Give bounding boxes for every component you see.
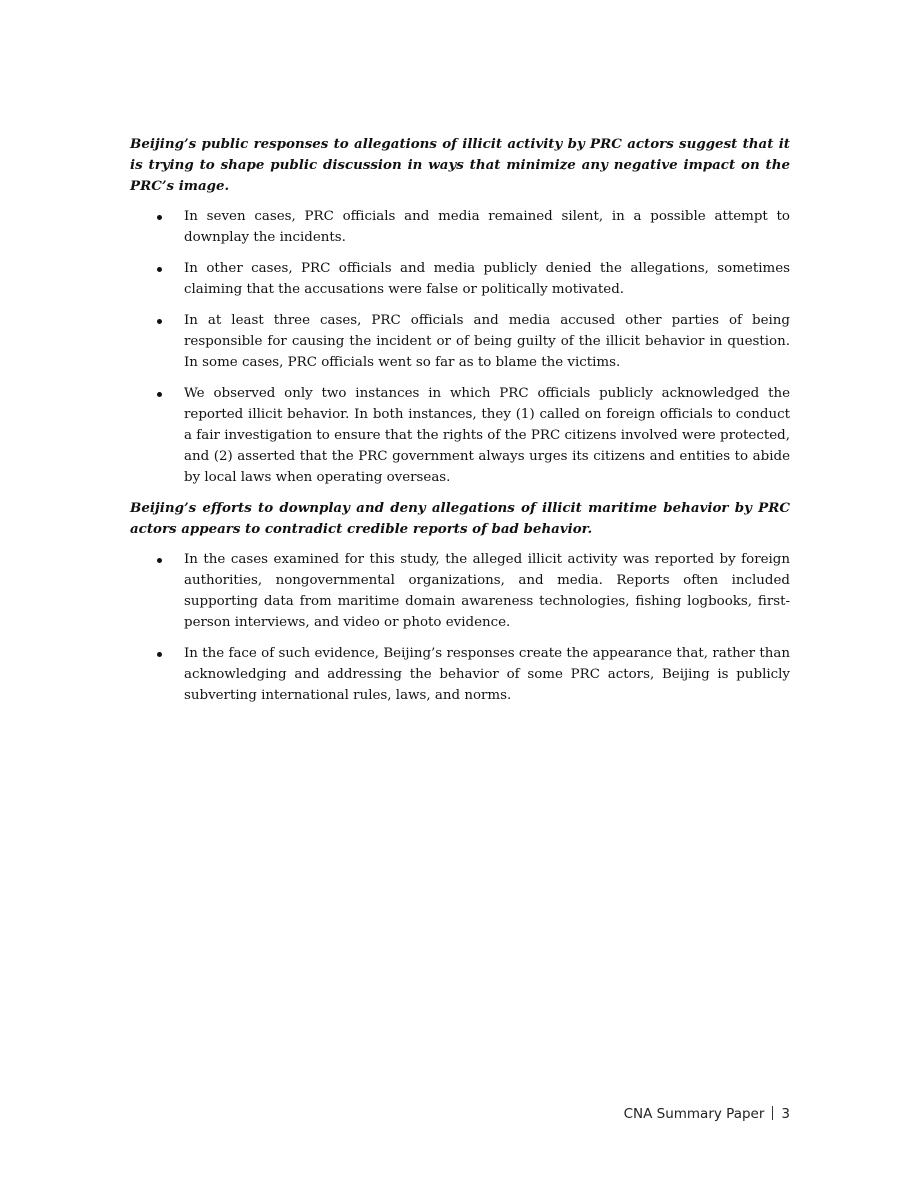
bullet-icon: [157, 652, 162, 657]
list-item: [130, 258, 790, 300]
bullet-text: In other cases, PRC officials and media publicly denied the allegations, sometimes claiming that the accusations were false or politically motivated.: [184, 261, 790, 297]
page-number: 3: [781, 1106, 790, 1122]
bullet-icon: [157, 267, 162, 272]
list-item: [130, 206, 790, 248]
bullet-text: In seven cases, PRC officials and media remained silent, in a possible attempt to downplay the incidents.: [184, 209, 790, 245]
page-footer: [624, 1106, 790, 1122]
bullet-text: We observed only two instances in which PRC officials publicly acknowledged the reported illicit behavior. In both instances, they (1) called on foreign officials to conduct a fair investigation to ensure that the rights of the PRC citizens involved were protected, and (2) asserted that the PRC government always urges its citizens and entities to abide by local laws when operating overseas.: [184, 386, 790, 485]
footer-label: CNA Summary Paper: [623, 1106, 765, 1122]
bullet-icon: [157, 558, 162, 563]
bullet-icon: [157, 215, 162, 220]
list-item: [130, 643, 790, 706]
bullet-text: In the cases examined for this study, the alleged illicit activity was reported by foreign authorities, nongovernmental organizations, and media. Reports often included supporting data from maritime domain awareness technologies, fishing logbooks, first-person interviews, and video or photo evidence.: [184, 552, 790, 630]
list-item: [130, 549, 790, 633]
section-heading: Beijing’s efforts to downplay and deny allegations of illicit maritime behavior by PRC actors appears to contradict credible reports of bad behavior.: [130, 500, 790, 537]
bullet-icon: [157, 392, 162, 397]
section-heading: Beijing’s public responses to allegations of illicit activity by PRC actors suggest that it is trying to shape public discussion in ways that minimize any negative impact on the PRC’s image.: [130, 136, 790, 194]
list-item: [130, 383, 790, 488]
bullet-icon: [157, 319, 162, 324]
document-body: [130, 134, 790, 716]
bullet-list: [130, 206, 790, 488]
bullet-list: [130, 549, 790, 706]
bullet-text: In the face of such evidence, Beijing’s responses create the appearance that, rather than acknowledging and addressing the behavior of some PRC actors, Beijing is publicly subverting international rules, laws, and norms.: [184, 646, 790, 703]
list-item: [130, 310, 790, 373]
footer-divider: [772, 1106, 773, 1120]
bullet-text: In at least three cases, PRC officials and media accused other parties of being responsible for causing the incident or of being guilty of the illicit behavior in question. In some cases, PRC officials went so far as to blame the victims.: [184, 313, 790, 370]
